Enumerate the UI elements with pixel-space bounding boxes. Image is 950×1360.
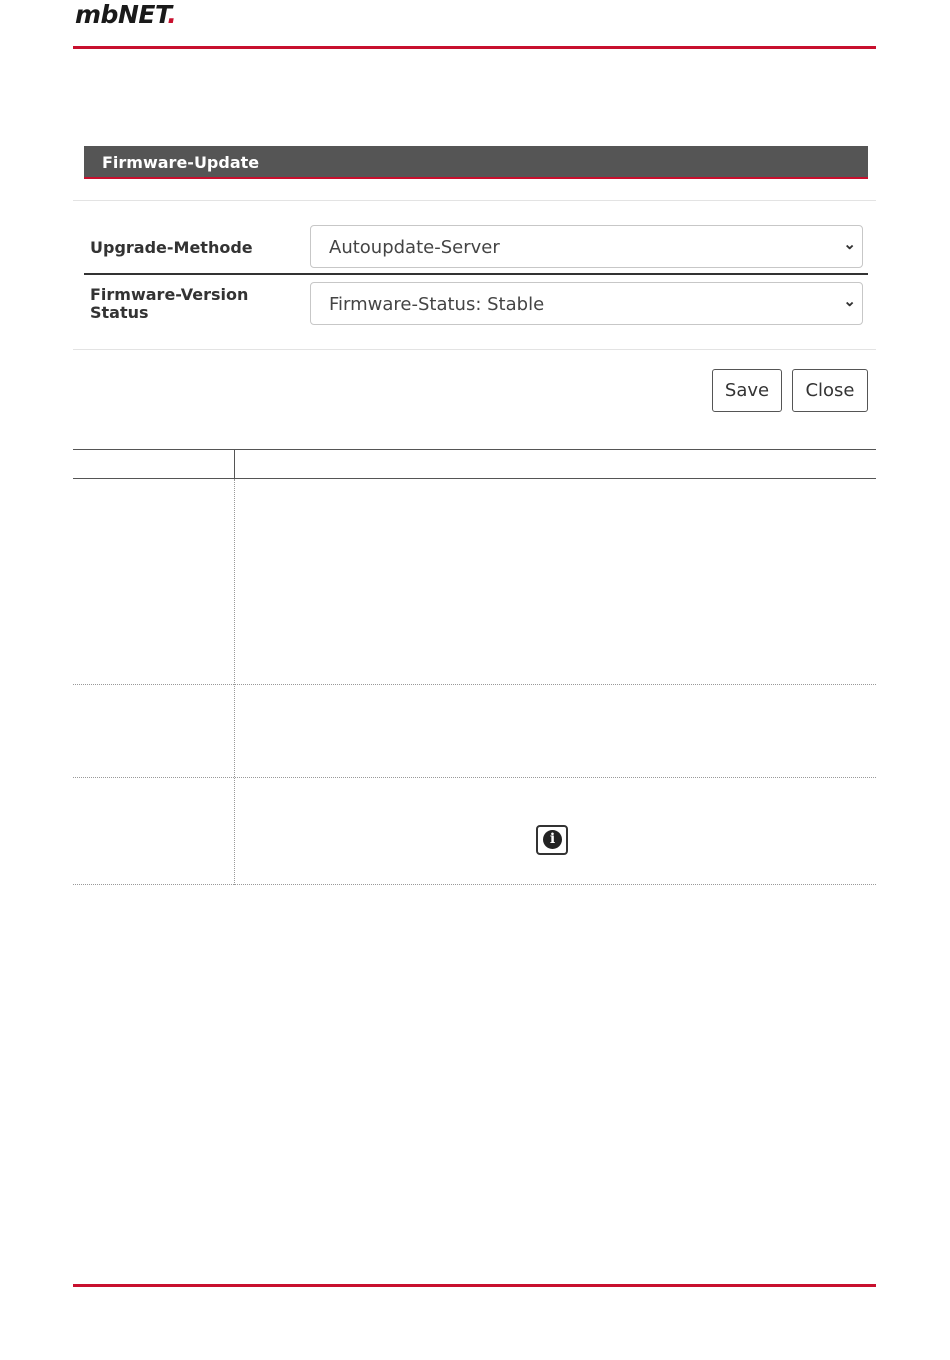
form-row-divider [84, 273, 868, 275]
firmware-status-select[interactable] [310, 282, 863, 325]
upgrade-method-select[interactable] [310, 225, 863, 268]
firmware-version-label-line2: Status [90, 303, 149, 322]
firmware-version-label-line1: Firmware-Version [90, 285, 249, 304]
logo-dot: . [167, 0, 177, 29]
close-button[interactable]: Close [792, 369, 868, 412]
upgrade-method-value: Autoupdate-Server [329, 237, 500, 258]
bottom-divider [73, 1284, 876, 1287]
info-icon [536, 825, 568, 855]
table-top-border [73, 449, 876, 450]
chevron-down-icon: ⌄ [843, 293, 856, 310]
table-row-divider [73, 777, 876, 778]
form-top-divider [73, 200, 876, 201]
save-button[interactable]: Save [712, 369, 782, 412]
info-glyph: i [549, 831, 556, 847]
table-column-divider [234, 479, 235, 885]
dialog-header [84, 146, 868, 179]
table-bottom-border [73, 884, 876, 885]
dialog-title: Firmware-Update [102, 153, 260, 172]
form-bottom-divider [73, 349, 876, 350]
firmware-status-value: Firmware-Status: Stable [329, 294, 545, 315]
table-header-column-divider [234, 449, 235, 479]
logo-text: mbNET [75, 0, 168, 29]
mbnet-logo [75, 0, 176, 29]
firmware-version-status-label [90, 286, 248, 322]
info-circle [543, 830, 562, 849]
chevron-down-icon: ⌄ [843, 236, 856, 253]
table-row-divider [73, 684, 876, 685]
table-header-bottom-border [73, 478, 876, 479]
top-divider [73, 46, 876, 49]
upgrade-method-label: Upgrade-Methode [90, 238, 253, 257]
